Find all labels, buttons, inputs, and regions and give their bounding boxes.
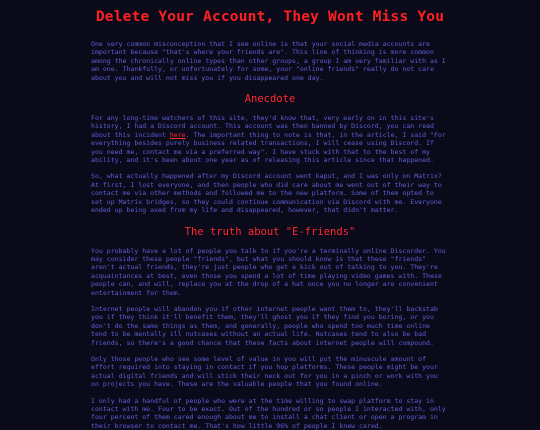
- truth-paragraph-1: You probably have a lot of people you talk to if you're a terminally online Discorder. You may consider these people "friends", but what you should know is that these "friends" aren't actual friends, they're just people who get a kick out of talking to you. They're acquaintances at best, even those you spend a lot of time playing video games with. These people can, and will, replace you at the drop of a hat once you no longer are convenient entertainment for them.: [91, 246, 446, 297]
- article-title: Delete Your Account, They Wont Miss You: [95, 9, 445, 25]
- anecdote-text-before-link: For any long-time watchers of this site, they'd know that, very early on in this site's history, I had a Discord account. This account was then banned by Discord, you can read about this incident: [91, 114, 434, 139]
- anecdote-text-after-link: . The important thing to note is that, in the article, I said "For everything besides purely business related transactions, I will cease using Discord. If you need me, contact me via a preferred way". I have stuck with that to the best of my ability, and it's been about one year as of releasing this article since that happened.: [91, 130, 446, 165]
- section-heading-e-friends: The truth about "E-friends": [184, 225, 356, 238]
- truth-paragraph-4: I only had a handful of people who were at the time willing to swap platform to stay in contact with me. Four to be exact. Out of the hundred or so people I interacted with, only four percent of them cared enough about me to install a chat client or open a program in their browser to contact me. That's how little 96% of people I knew cared.: [91, 396, 446, 430]
- section-heading-anecdote: Anecdote: [244, 93, 296, 106]
- intro-paragraph: One very common misconception that I see online is that your social media accounts are important because "that's where your friends are". This line of thinking is more common among the chronically online types than other groups, a group I am very familiar with as I am one. Thankfully, or unfortunately for some, your "online friends" really do not care about you and will not miss you if you disappeared one day.: [91, 40, 446, 82]
- truth-paragraph-3: Only those people who see some level of value in you will put the minuscule amount of effort required into staying in contact if you hop platforms. These people might be your actual digital friends and will stick their neck out for you in a pinch or work with you on projects you have. These are the valuable people that you found online.: [91, 354, 438, 389]
- anecdote-paragraph-2: So, what actually happened after my Discord account went kaput, and I was only on Matrix? At first, I lost everyone, and then people who did care about me went out of their way to contact me via other methods and followed me to the new platform. Some of them opted to set up Matrix bridges, so they could continue communication via Discord with me. Everyone ended up being axed from my life and disappeared, however, that didn't matter.: [91, 172, 442, 215]
- anecdote-paragraph-1: [91, 114, 449, 164]
- incident-link[interactable]: here: [169, 130, 186, 139]
- truth-paragraph-2: Internet people will abandon you if other internet people want them to, they'll backstab you if they think it'll benefit them, they'll ghost you if they find you boring, or you don't do the same things as them, and generally, people who spend too much time online tend to be mentally ill nutcases without an actual life. Nutcases tend to also be bad friends, so there's a good chance that these facts about internet people will compound.: [91, 304, 438, 347]
